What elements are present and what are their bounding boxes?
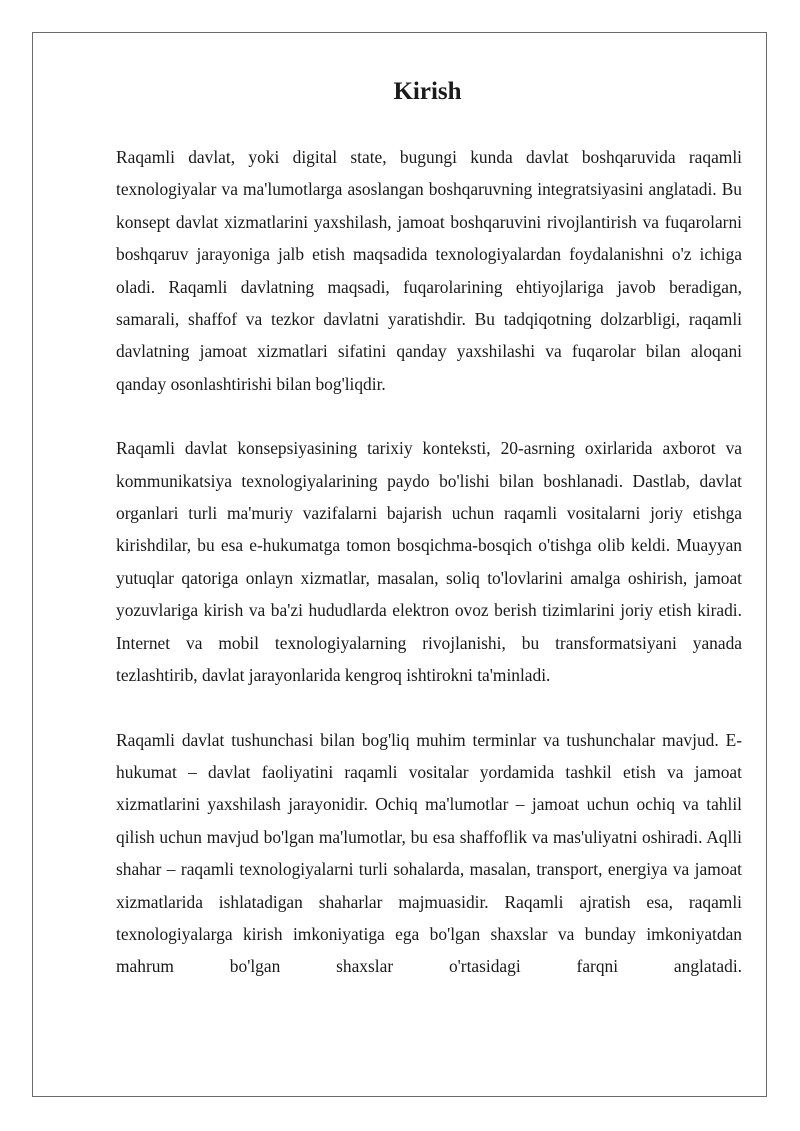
page-title: Kirish	[393, 78, 462, 105]
paragraph-history: Raqamli davlat konsepsiyasining tarixiy konteksti, 20-asrning oxirlarida axborot va kommunikatsiya texnologiyalarining paydo bo'lishi bilan boshlanadi. Dastlab, davlat organlari turli ma'muriy vazifalarni bajarish uchun raqamli vositalarni joriy etishga kirishdilar, bu esa e-hukumatga tomon bosqichma-bosqich o'tishga olib keldi. Muayyan yutuqlar qatoriga onlayn xizmatlar, masalan, soliq to'lovlarini amalga oshirish, jamoat yozuvlariga kirish va ba'zi hududlarda elektron ovoz berish tizimlarini joriy etish kiradi. Internet va mobil texnologiyalarning rivojlanishi, bu transformatsiyani yanada tezlashtirib, davlat jarayonlarida kengroq ishtirokni ta'minladi.	[116, 438, 742, 686]
paragraph-terms: Raqamli davlat tushunchasi bilan bog'liq muhim terminlar va tushunchalar mavjud. E-hukumat – davlat faoliyatini raqamli vositalar yordamida tashkil etish va jamoat xizmatlarini yaxshilash jarayonidir. Ochiq ma'lumotlar – jamoat uchun ochiq va tahlil qilish uchun mavjud bo'lgan ma'lumotlar, bu esa shaffoflik va mas'uliyatni oshiradi. Aqlli shahar – raqamli texnologiyalarni turli sohalarda, masalan, transport, energiya va jamoat xizmatlarida ishlatadigan shaharlar majmuasidir. Raqamli ajratish esa, raqamli texnologiyalarga kirish imkoniyatiga ega bo'lgan shaxslar va bunday imkoniyatdan mahrum bo'lgan shaxslar o'rtasidagi farqni anglatadi.	[116, 729, 742, 977]
paragraph-intro: Raqamli davlat, yoki digital state, bugungi kunda davlat boshqaruvida raqamli texnologiyalar va ma'lumotlarga asoslangan boshqaruvning integratsiyasini anglatadi. Bu konsept davlat xizmatlarini yaxshilash, jamoat boshqaruvini rivojlantirish va fuqarolarni boshqaruv jarayoniga jalb etish maqsadida texnologiyalardan foydalanishni o'z ichiga oladi. Raqamli davlatning maqsadi, fuqarolarining ehtiyojlariga javob beradigan, samarali, shaffof va tezkor davlatni yaratishdir. Bu tadqiqotning dolzarbligi, raqamli davlatning jamoat xizmatlari sifatini qanday yaxshilashi va fuqarolar bilan aloqani qanday osonlashtirishi bilan bog'liqdir.	[116, 147, 742, 394]
document-body	[116, 141, 742, 1015]
